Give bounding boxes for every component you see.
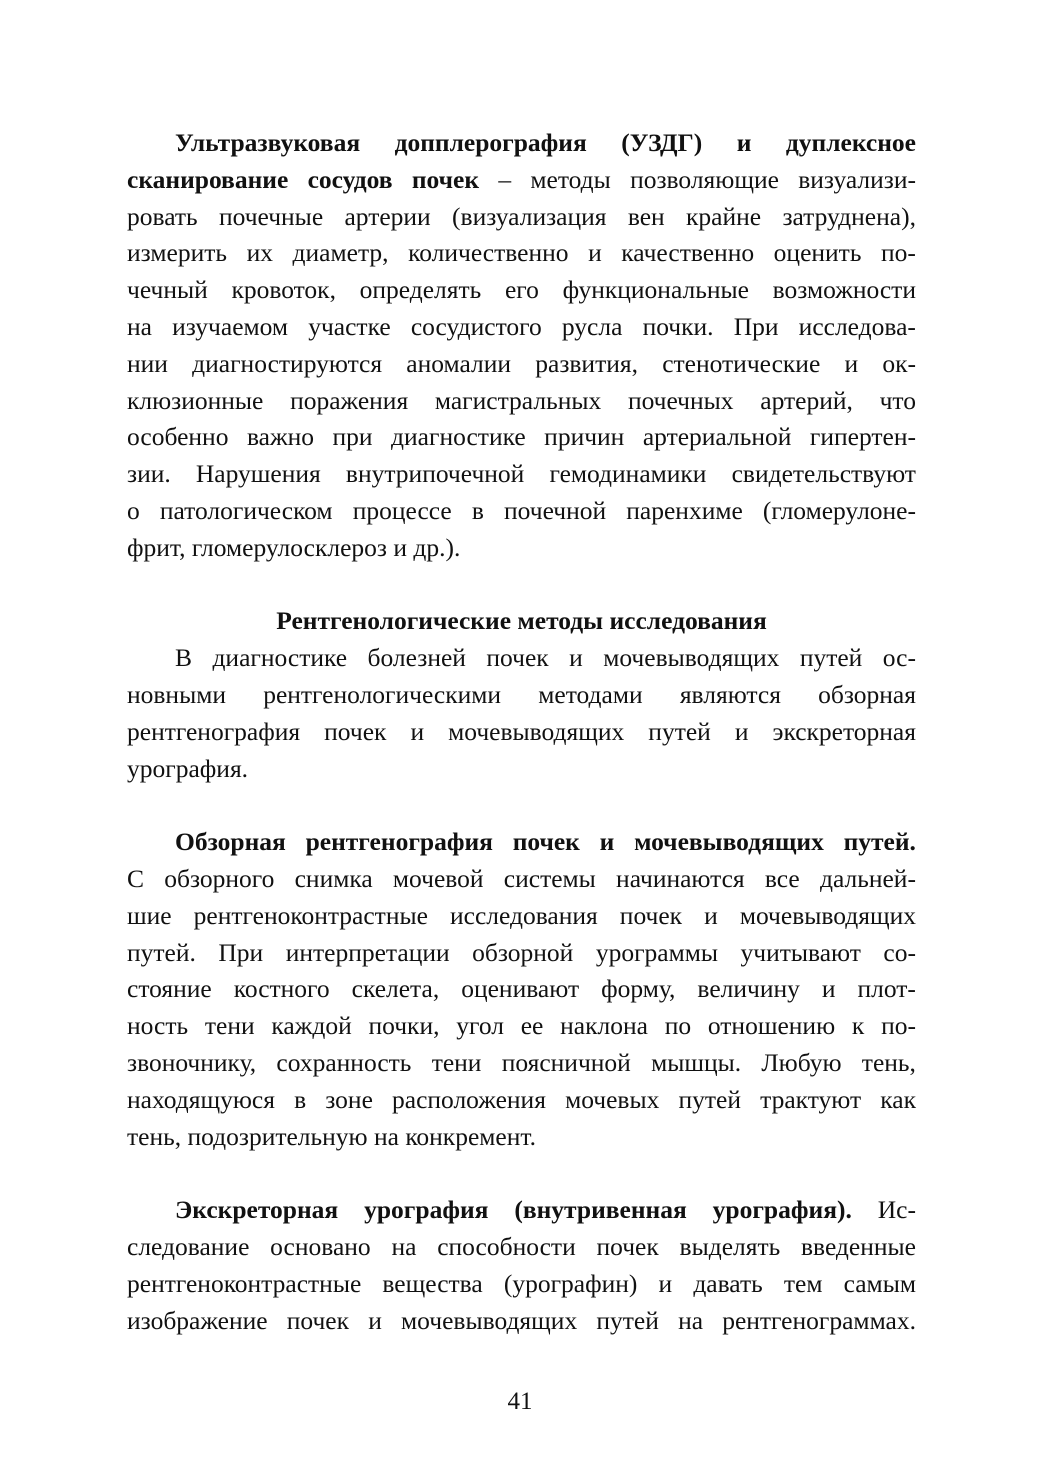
page-number: 41 — [507, 1388, 533, 1415]
word: мочевыводящих — [448, 716, 625, 746]
word: тени — [204, 1011, 255, 1041]
text-line — [127, 1192, 916, 1229]
word: почечных — [627, 385, 734, 415]
word: и — [410, 716, 425, 746]
word: сохранность — [276, 1047, 412, 1077]
word: диагностике — [212, 643, 348, 673]
word: оценить — [773, 238, 862, 268]
word: качественно — [621, 238, 755, 268]
word: по — [664, 1011, 692, 1041]
word: При — [733, 311, 779, 341]
word: особенно — [127, 422, 229, 452]
word: о — [127, 495, 140, 525]
word: функциональные — [562, 275, 749, 305]
bold-word: путей. — [843, 827, 916, 857]
word: давать — [693, 1268, 763, 1298]
section-heading: Рентгенологические методы исследования — [276, 606, 767, 636]
word: важно — [246, 422, 314, 452]
word: ок- — [882, 348, 916, 378]
word: рентгеноконтрастные — [127, 1268, 362, 1298]
word: При — [218, 937, 264, 967]
bold-word: Ультразвуковая — [175, 128, 361, 157]
word: со- — [883, 937, 916, 967]
line-text: тень, подозрительную на конкремент. — [127, 1121, 536, 1151]
word: самым — [843, 1268, 916, 1298]
text-line — [127, 419, 916, 456]
text-line — [127, 677, 916, 714]
word: мочевыводящих — [401, 1305, 578, 1335]
word: основано — [270, 1231, 371, 1261]
text-line — [127, 530, 916, 567]
word: как — [880, 1084, 916, 1114]
word: оценивают — [461, 974, 580, 1004]
text-line — [127, 861, 916, 898]
word: паренхиме — [626, 495, 743, 525]
word: рентгенограммах. — [722, 1305, 916, 1335]
word: диагностируются — [192, 348, 383, 378]
text-line — [127, 272, 916, 309]
word: почек — [324, 716, 387, 746]
word: стенотические — [662, 348, 821, 378]
text-line — [127, 751, 916, 788]
word: путей — [648, 716, 711, 746]
word: путей — [799, 643, 863, 673]
word: исследования — [449, 900, 598, 930]
word: в — [471, 495, 484, 525]
paragraph-gap — [127, 787, 916, 824]
word: измерить — [127, 238, 227, 268]
word: процессе — [352, 495, 452, 525]
word: развития, — [535, 348, 638, 378]
word: и — [844, 348, 859, 378]
word: гемодинамики — [549, 459, 707, 489]
word: что — [879, 385, 916, 415]
word: плот- — [857, 974, 916, 1004]
word: артерий, — [760, 385, 853, 415]
word: находящуюся — [127, 1084, 275, 1114]
text-line — [127, 714, 916, 751]
bold-word: допплерография — [394, 128, 587, 157]
word: при — [332, 422, 373, 452]
word: участке — [308, 311, 391, 341]
word: аномалии — [406, 348, 512, 378]
word: обзорной — [472, 937, 574, 967]
text-line — [127, 898, 916, 935]
word: дальней- — [819, 863, 916, 893]
bold-word: рентгенография — [305, 827, 493, 857]
word: наклона — [560, 1011, 648, 1041]
bold-word: (УЗДГ) — [621, 128, 703, 157]
bold-word: дуплексное — [785, 128, 916, 157]
word: урограммы — [595, 937, 719, 967]
word: величину — [697, 974, 800, 1004]
word: обзорная — [818, 679, 916, 709]
word: сосудистого — [410, 311, 542, 341]
text-line — [127, 456, 916, 493]
word: путей — [678, 1084, 741, 1114]
word: мочевыводящих — [739, 900, 916, 930]
word: почечной — [504, 495, 607, 525]
word: снимка — [294, 863, 373, 893]
word: исследова- — [798, 311, 916, 341]
word: обзорного — [164, 863, 275, 893]
word: тени — [431, 1047, 482, 1077]
text-line — [127, 235, 916, 272]
word: являются — [679, 679, 781, 709]
word: ее — [520, 1011, 544, 1041]
word: нии — [127, 348, 168, 378]
paragraph — [127, 125, 916, 567]
word: и — [588, 238, 602, 268]
word: методами — [538, 679, 643, 709]
word: методы — [530, 164, 611, 194]
word: свидетельствуют — [731, 459, 916, 489]
word: вещества — [382, 1268, 483, 1298]
word: системы — [503, 863, 596, 893]
word: тень, — [861, 1047, 916, 1077]
text-line — [127, 493, 916, 530]
bold-word: урография). — [712, 1195, 852, 1225]
word: позволяющие — [630, 164, 779, 194]
word: учитывают — [740, 937, 861, 967]
word: вен — [627, 201, 665, 231]
word: и — [734, 716, 749, 746]
word: на — [127, 311, 152, 341]
bold-word: урография — [364, 1195, 489, 1225]
bold-word: почек — [512, 827, 580, 857]
word: клюзионные — [127, 385, 264, 415]
word: изображение — [127, 1305, 268, 1335]
word: В — [175, 643, 193, 673]
word: ность — [127, 1011, 189, 1041]
paragraph — [127, 824, 916, 1155]
word: С — [127, 863, 145, 893]
word: поражения — [290, 385, 409, 415]
word: к — [851, 1011, 865, 1041]
word: патологическом — [159, 495, 333, 525]
word: и — [569, 643, 583, 673]
word: (гломерулоне- — [762, 495, 916, 525]
word: гипертен- — [809, 422, 916, 452]
word: новными — [127, 679, 226, 709]
word: мышцы. — [651, 1047, 742, 1077]
word: изучаемом — [172, 311, 289, 341]
word: угол — [456, 1011, 504, 1041]
bold-word: и — [736, 128, 752, 157]
word: экскреторная — [772, 716, 916, 746]
bold-word: мочевыводящих — [634, 827, 824, 857]
word: стояние — [127, 974, 212, 1004]
word: определять — [359, 275, 482, 305]
word: – — [498, 164, 512, 194]
word: затруднена), — [782, 201, 916, 231]
word: интерпретации — [285, 937, 450, 967]
word: форму, — [601, 974, 676, 1004]
bold-word: сосудов — [307, 164, 393, 194]
word: каждой — [271, 1011, 352, 1041]
word: рентгеноконтрастные — [193, 900, 428, 930]
word: начинаются — [616, 863, 745, 893]
bold-word: Обзорная — [175, 827, 286, 857]
text-line — [127, 1119, 916, 1156]
word: почек — [619, 900, 683, 930]
text-line — [127, 1303, 916, 1340]
text-line — [127, 309, 916, 346]
word: количественно — [408, 238, 569, 268]
text-line — [127, 346, 916, 383]
word: звоночнику, — [127, 1047, 257, 1077]
word: по- — [881, 1011, 916, 1041]
word: способности — [437, 1231, 576, 1261]
word: скелета, — [351, 974, 440, 1004]
word: зоне — [325, 1084, 373, 1114]
word: почечные — [218, 201, 324, 231]
word: на — [391, 1231, 417, 1261]
text-line — [127, 1008, 916, 1045]
word: следование — [127, 1231, 250, 1261]
text-line — [127, 383, 916, 420]
text-line — [127, 1266, 916, 1303]
word: Ис- — [877, 1195, 916, 1225]
text-line — [127, 125, 916, 162]
bold-word: почек — [411, 164, 480, 194]
word: мочевой — [392, 863, 484, 893]
paragraph — [127, 640, 916, 787]
word: (урографин) — [503, 1268, 638, 1298]
word: почки, — [368, 1011, 440, 1041]
word: артериальной — [642, 422, 792, 452]
word: внутрипочечной — [345, 459, 525, 489]
text-line — [127, 162, 916, 199]
bold-word: сканирование — [127, 164, 289, 194]
word: и — [704, 900, 718, 930]
text-line — [127, 1045, 916, 1082]
word: возможности — [772, 275, 916, 305]
word: болезней — [367, 643, 466, 673]
text-line — [127, 824, 916, 861]
word: русла — [561, 311, 623, 341]
paragraph-gap — [127, 1155, 916, 1192]
word: путей — [596, 1305, 659, 1335]
paragraph-gap — [127, 567, 916, 604]
word: кровоток, — [231, 275, 336, 305]
line-text: урография. — [127, 753, 249, 783]
text-line — [127, 1229, 916, 1266]
word: расположения — [392, 1084, 546, 1114]
bold-word: (внутривенная — [514, 1195, 687, 1225]
word: артерии — [344, 201, 431, 231]
word: Нарушения — [195, 459, 321, 489]
word: мочевых — [565, 1084, 660, 1114]
word: чечный — [127, 275, 208, 305]
word: и — [368, 1305, 382, 1335]
word: магистральных — [434, 385, 602, 415]
word: диаметр, — [292, 238, 389, 268]
word: выделять — [679, 1231, 781, 1261]
word: на — [678, 1305, 704, 1335]
word: его — [504, 275, 539, 305]
word: шие — [127, 900, 172, 930]
text-line — [127, 199, 916, 236]
word: рентгенологическими — [263, 679, 502, 709]
word: рентгенография — [127, 716, 301, 746]
text-line — [127, 1082, 916, 1119]
word: почки. — [642, 311, 714, 341]
word: визуализи- — [798, 164, 916, 194]
word: крайне — [686, 201, 762, 231]
word: все — [764, 863, 800, 893]
word: почек — [286, 1305, 350, 1335]
word: поясничной — [501, 1047, 631, 1077]
word: трактуют — [760, 1084, 862, 1114]
word: (визуализация — [452, 201, 607, 231]
text-line — [127, 640, 916, 677]
paragraph — [127, 1192, 916, 1339]
text-line — [127, 971, 916, 1008]
word: в — [294, 1084, 307, 1114]
text-line — [127, 935, 916, 972]
bold-word: и — [599, 827, 615, 857]
body-text — [127, 125, 916, 1339]
word: диагностике — [391, 422, 526, 452]
bold-word: Экскреторная — [175, 1195, 339, 1225]
word: Любую — [761, 1047, 842, 1077]
word: по- — [881, 238, 916, 268]
word: их — [246, 238, 273, 268]
line-text: фрит, гломерулосклероз и др.). — [127, 532, 461, 562]
word: отношению — [707, 1011, 836, 1041]
word: тем — [783, 1268, 823, 1298]
word: почек — [486, 643, 549, 673]
word: зии. — [127, 459, 171, 489]
word: костного — [233, 974, 330, 1004]
word: путей. — [127, 937, 196, 967]
word: причин — [544, 422, 625, 452]
word: почек — [596, 1231, 659, 1261]
word: мочевыводящих — [603, 643, 780, 673]
word: и — [658, 1268, 673, 1298]
word: ровать — [127, 201, 198, 231]
word: ос- — [882, 643, 916, 673]
word: и — [821, 974, 836, 1004]
word: введенные — [801, 1231, 916, 1261]
